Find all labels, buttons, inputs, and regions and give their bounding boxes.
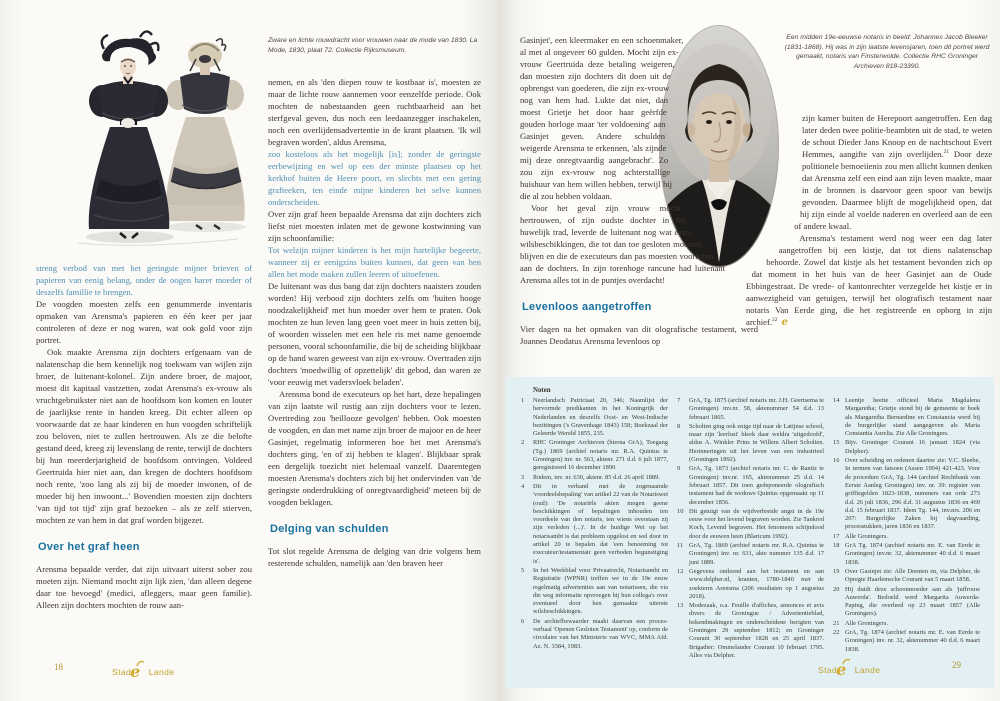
endnote-item: 4 Dit in verband met de zogenaamde 'voordeelsbepaling' van artikel 22 van de Notariswet (oud): 'De notariële akten mogen geene beschikkingen of bepalingen inhouden ten voordeele van den notaris, ten wiens overstaan zij zijn verleden (...)'. In de huidige Wet op het notarisambt is dat probleem opgelost en wel door in artikel 20 te bepalen dat 'een benoeming tot executeur/testamentair geen verboden begunstiging is'.	[521, 482, 668, 565]
left-page-middle-column	[268, 76, 481, 651]
section-heading-delging-van-schulden: Delging van schulden	[270, 523, 389, 535]
endnote-item: 2 RHC Groninger Archieven (hierna GrA), Toegang (Tg.) 1869 (archief notaris mr. R.A. Quintus te Groningen) inv. nr. 563, aktenr. 271 d.d. 6 juli 1877, geregistreerd 16 december 1890.	[521, 439, 668, 472]
testament-quote: Tot welzijn mijner kinderen is het mijn hartelijke begeerte, wanneer zij er eenigzins buiten kunnen, dat geen van hen allen het mode maken zullen leeren of uitoefenen.	[268, 245, 481, 279]
endnote-item: 1 Neerlandsch Patriciaat 20, 346; Naamlijst der hervormde predikanten in het Koningrijk der Nederlanden en deszelfs Oost- en West-Indische bezittingen ('s Gravenhage 1843) 158; Boekzaal der Geleerde Wereld 1855, 235.	[521, 397, 668, 438]
page-number-left: 18	[54, 662, 63, 672]
endnotes-column-2	[677, 387, 824, 661]
paragraph: Ook maakte Arensma zijn dochters erfgenaam van de nalatenschap die hem kennelijk nog toekwam van wijlen zijn broer, de luitenant-kolonel. Zijn andere broer, de majoor, moest dit kapitaal vastzetten, zodat Arensma's ex-vrouw als vruchtgebruikster niet aan de hoofdsom kon komen en louter de jaarlijkse rente in handen kreeg. Dit echter alleen op voorwaarde dat ze haar kinderen en hun voogden schriftelijk zou beloven, niet te zullen hertrouwen. Als ze die belofte gestand deed, kreeg zij levenslang de rente, terwijl de dochters bij hun meerderjarigheid de hoofdsom ontvingen. Voldeed Geertruida hier niet aan, dan kregen de dochters hoofdsom noch rente, 'zoo lang als zij bij de moeder inwonen, of de moeder bij hen inwoont...' Bovendien moesten zijn dochters 'van tijd tot tijd' zijn graf bezoeken – als ze zelf stierven, mochten ze van hem in dat graf worden bijgezet.	[36, 347, 252, 525]
endnote-item: 10 Dit getuigt van de wijdverbreide angst in de 19e eeuw voor het levend begraven worden. Zie Tankred Koch, Levend begraven. Het fenomeen schijndood door de eeuwen heen (Blaricum 1992).	[677, 507, 824, 540]
endnote-item: 18 GrA Tg. 1874 (archief notaris mr. E. van Eerde te Groningen) inv.nr. 32, aktenummer 40 d.d. 6 maart 1838.	[833, 542, 980, 566]
paragraph: Tot slot regelde Arensma de delging van drie volgens hem resterende schulden, namelijk aan 'den braven heer	[268, 546, 481, 568]
footnote-marker-22: 22	[772, 317, 778, 324]
logo-flourish-icon	[136, 659, 145, 668]
logo-e-glyph: e	[836, 660, 847, 679]
endnotes-panel	[505, 377, 994, 688]
portrait-caption: Een midden 19e-eeuwse notaris in beeld: Johannes Jacob Bleeker (1831-1868). Hij was in zijn laatste levensjaren, toen dit portret werd gemaakt, notaris van Finsterwolde. Collectie RHC Groninger Archieven 818-23390.	[784, 34, 990, 70]
paragraph: De luitenant was dus bang dat zijn dochters naaisters zouden worden! Hij verbood zijn dochters zelfs om 'buiten hooge noodzakelijkheid' met hun moeder over hem te praten. Ook mochten ze hun leven lang geen voet meer in huis zetten bij, of woorden wisselen met een hele ris met name genoemde personen, vooral schoonfamilie, die bij de scheiding blijkbaar op de hand waren geweest van zijn ex-vrouw. Overtraden zijn dochters 'moedwillig of opzettelijk' dit gebod, dan waren ze 'voor eeuwig met vadersvloek beladen'.	[268, 281, 481, 387]
endnote-item: 11 GrA, Tg. 1869 (archief notaris mr. R.A. Quintus te Groningen) inv. nr. 631, akte nummer 135 d.d. 17 juni 1889.	[677, 542, 824, 566]
endnotes-column-1	[521, 387, 668, 661]
endnote-item: 20 Hij duidt deze schoonmoeder aan als 'juffrouw Auwerda'. Bedoeld werd Margarita Auwerda-Paping, die overleed op 23 maart 1857 (Alle Groningers).	[833, 585, 980, 618]
page-number-right: 29	[952, 660, 961, 670]
endnote-item: 15 Bijv. Groninger Courant 16 januari 1824 (via Delpher).	[833, 439, 980, 455]
stad-en-lande-logo-right	[818, 658, 880, 677]
logo-e-glyph: e	[130, 662, 141, 681]
endnote-item: 21 Alle Groningers.	[833, 619, 888, 627]
endnote-item: 13 Modezaak, o.a. Feuille d'affiches, annonces et avis divers de Groningue / Advertentieblad, bekendmakingen en onderscheidene berigten van Groningen 29 september 1812; en Groninger Courant 30 september 1828 en 25 april 1837. Brigadier: Ommelander Courant 10 februari 1795. Alles via Delpher.	[677, 602, 824, 659]
endnotes-column-3	[833, 387, 980, 661]
end-of-article-ornament: e	[781, 317, 788, 328]
endnotes-list	[833, 397, 980, 654]
endnote-item: 22 GrA, Tg. 1874 (archief notaris mr. E. van Eerde te Groningen) inv. nr. 32, aktenummer 40 d.d. 6 maart 1838.	[833, 629, 980, 653]
fashion-plate-illustration	[58, 28, 253, 258]
paragraph: zijn kamer buiten de Herepoort aangetroffen. Een dag later deden twee politie-beambten uit de stad, te weten de schout Dieder Jans Knoop en de nachtschout Evert Hemmes, aangifte van zijn overlijden.$^{21}$ Door deze politionele bemoeiienis zou men allicht kunnen denken dat Arensma zelf een eind aan zijn leven maakte, maar in de bronnen is daarvoor geen spoor van bewijs gevonden. Daarmee blijft de mogelijkheid open, dat hij zijn einde al voelde naderen en overleed aan de een of andere kwaal.	[794, 113, 992, 231]
stad-en-lande-logo-left	[112, 660, 174, 679]
paragraph: Voor het geval zijn vrouw mocht hertrouwen, of zijn oudste dochter in het huwelijk trad, leverde de luitenant nog wat extra wilsbeschikkingen, die tot dan toe gesloten moesten blijven en die de executeurs dan pas moesten voorlezen aan de dochters. In zijn torenhoge rancune had luitenant Arensma alles tot in de puntjes overdacht!	[520, 203, 725, 285]
endnote-item: 14 Leentje heette officieel Maria Magdalena Margaretha; Grietje stond bij de gemeente te boek als Margaretha Bernardine en Constancia werd bij de burgerlijke stand aangegeven als Maria Constantia Aurelia. Zie Alle Groningers.	[833, 397, 980, 438]
paragraph: Vier dagen na het opmaken van dit olografische testament, werd Joannes Deodatus Arensma levenloos op	[520, 324, 758, 346]
mourning-fashion-drawing	[58, 28, 253, 258]
paragraph: Arensma bond de executeurs op het hart, deze bepalingen van zijn laatste wil rustig aan zijn dochters voor te lezen. Overtreding zou 'heillooze gevolgen' hebben. Ook moesten de voogden, en dan met name zijn broer de majoor en de heer Gasinjet, regelmatig informeren hoe het met Arensma's dochters ging, 'en of zij hebben te klagen'. Blijkbaar sprak een dergelijk toezicht niet helemaal vanzelf. Daarentegen moesten Arensma's dochters zich bij het ondervinden van 'de geringste onderdrukking of onregtvaardigheid' meteen bij de voogden beklagen.	[268, 389, 481, 507]
footnote-marker-21: 21	[943, 149, 950, 156]
left-page-left-column	[36, 262, 252, 657]
endnote-item: 7 GrA, Tg. 1875 (archief notaris mr. J.H. Geertsema te Groningen) inv.nr. 58, aktenummer 54 d.d. 13 februari 1865.	[677, 397, 824, 421]
endnote-item: 8 Scholten ging ook enige tijd naar de Latijnse school, maar zijn 'leerlust' bleek daar weldra 'uitgedoofd', aldus A. Winkler Prins in Willem Albert Scholten. Herinneringen uit het leven van een industrieel (Groningen 1892).	[677, 422, 824, 464]
section-heading-over-het-graf-heen: Over het graf heen	[38, 541, 140, 553]
logo-text-stad: Stad	[112, 667, 132, 677]
endnote-item: 19 Over Gasinjet zie: Alle Drenten en, via Delpher, de Opregte Haarlemsche Courant van 5 maart 1858.	[833, 567, 980, 584]
right-page-column-2	[746, 112, 992, 380]
paragraph: Arensma's testament werd nog weer een dag later aangetroffen bij een kistje, dat tot diens nalatenschap behoorde. Zowel dat kistje als het testament bevonden zich op dat moment in het huis van de heer Gasinjet aan de Oude Ebbingestraat. De vrede- of kantonrechter verzegelde het kistje er in aanwezigheid van getuigen, terwijl het olografisch testament naar notaris Van Eerde ging, die het registreerde en opborg in zijn archief.$^{22}$ e	[746, 233, 992, 328]
endnote-item: 3 Ibidem, inv. nr. 630, aktenr. 85 d.d. 26 april 1889.	[521, 473, 660, 481]
logo-text-lande: Lande	[148, 667, 175, 677]
testament-quote: streng verbod van met het geringste mijner brieven of papieren van eenig belang, onder de oogen harer moeder of deszelfs famillie te brengen.	[36, 263, 252, 297]
paragraph: Arensma bepaalde verder, dat zijn uitvaart uiterst sober zou moeten zijn. Niemand mocht zijn lijk zien, 'dan alleen degene daar toe bevoegd' (medici, afleggers, maar geen familie). Alleen zijn dochters mochten de rouw aan-	[36, 564, 252, 610]
logo-text-lande: Lande	[854, 665, 881, 675]
paragraph: Gasinjet', een kleermaker en een schoenmaker, al met al ongeveer 60 gulden. Mocht zijn ex-vrouw Geertruida deze betaling weigeren, dan moesten zijn dochters dit doen uit de opbrengst van goederen, die zijn ex-vrouw nog van hem had. Lukte dat niet, dan moest Grietje het door haar geërfde gouden horloge maar 'ter voldoening' aan Gasinjet geven. Andere schulden weigerde Arensma te erkennen, 'als zijnde mij deze onregtvaardig aangebracht'. Zo zou zijn ex-vrouw nog achterstallige huishuur van hem willen hebben, terwijl hij die al zou hebben voldaan.	[520, 35, 684, 201]
fashion-plate-caption: Zware en lichte rouwdracht voor vrouwen naar de mode van 1830. La Mode, 1830, plaat 72. Collectie Rijksmuseum.	[268, 37, 478, 54]
paragraph: Over zijn graf heen bepaalde Arensma dat zijn dochters zich liefst niet moesten inlaten met de gewone kostwinning van zijn schoonfamilie:	[268, 209, 481, 243]
right-page-column-1	[520, 34, 758, 384]
logo-flourish-icon	[842, 657, 851, 666]
endnotes-list	[521, 397, 668, 651]
endnote-item: 6 De archiefbewaarder maakt daarvan een proces-verbaal 'Openen Gesloten Testament' op, conform de circulaire van het Ministerie van WVC, MMA Afd. Az. N. 3384, 1983.	[521, 617, 669, 650]
endnotes-columns	[521, 387, 984, 661]
paragraph: De voogden moesten zelfs een genummerde inventaris opmaken van Arensma's papieren en één keer per jaar controleren of deze er nog waren, wat ook gold voor zijn portret.	[36, 299, 252, 345]
section-heading-levenloos-aangetroffen: Levenloos aangetroffen	[522, 301, 652, 313]
endnote-item: 17 Alle Groningers.	[833, 532, 888, 540]
endnote-item: 9 GrA, Tg. 1873 (archief notaris mr. C. de Ranitz te Groningen) inv.nr. 165, aktenummer 25 d.d. 14 februari 1857. Dit toen gedeponeerde olografisch testament had de weduwe Quintus opgemaakt op 11 december 1856.	[677, 465, 824, 506]
endnotes-title: Noten	[533, 387, 551, 394]
endnotes-list	[677, 397, 824, 660]
paragraph: nemen, en als 'den diepen rouw te kostbaar is', moesten ze maar de lichte rouw aannemen voor eenzelfde periode. Ook mochten de nabestaanden geen ruchtbaarheid aan het sterfgeval geven, dus noch een leedaanzegger inschakelen, noch een overlijdensadvertentie in de krant plaatsen. 'Ik wil begraven worden', aldus Arensma,	[268, 77, 481, 147]
testament-quote: zoo kosteloos als het mogelijk [is]; zonder de geringste eerbewijzing en wel op een der minste plaatsen op het kerkhof buiten de Heere poort, en slechts met een gering grafteeken, ten einde mijne kinderen het selve kunnen onderscheiden.	[268, 149, 481, 207]
logo-text-stad: Stad	[818, 665, 838, 675]
endnote-item: 12 Gegevens ontleend aan het testament en aan www.delpher.nl, kranten, 1780-1840 met de zoekterm Arensma (206 resultaten op 1 augustus 2018).	[677, 567, 824, 600]
endnote-item: 16 Over scheiding en redenen daartoe zie: V.C. Sleebe, In termen van fatsoen (Assen 1994) 421-423. Voor de procedure GrA, Tg. 144 (archief Rechtbank van Eerste Aanleg Groningen) inv. nr. 39: register van griffiegelden 1823-1838, nummers van orde 273 d.d. 26 juli 1836, 296 d.d. 31 augustus 1836 en 469 d.d. 15 februari 1837. Idem Tg. 144, inv.nrs. 206 en 207: Burgerlijke Zaken bij dagvaarding, processtukken, jaren 1836 en 1837.	[833, 457, 980, 531]
endnote-item: 5 In het Weekblad voor Privaatrecht, Notarisambt en Registratie (WPNR) treffen we in de 19e eeuw regelmatig advertenties aan van notarissen, die via die weg informatie opvroegen bij hun collega's over eventueel door hen gemaakte uiterste wilsbeschikkingen.	[521, 566, 668, 616]
